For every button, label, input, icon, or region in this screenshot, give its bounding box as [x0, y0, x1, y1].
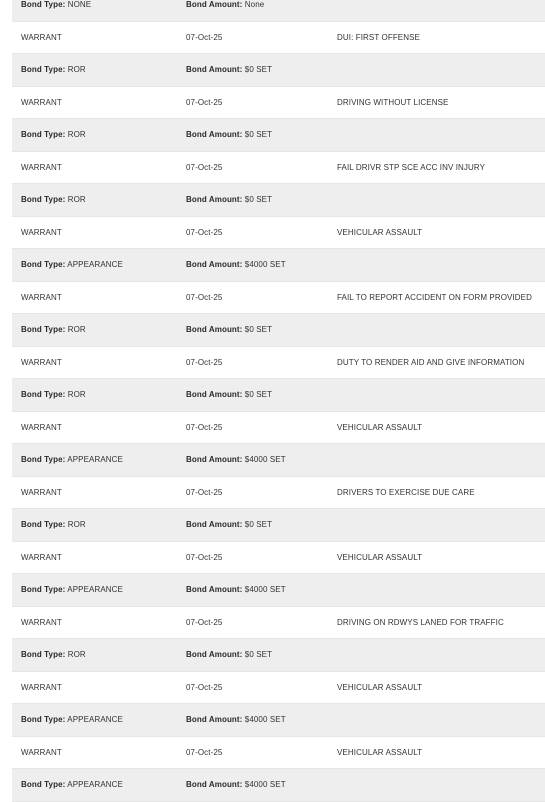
charge-row — [12, 87, 545, 120]
bond-type-label: Bond Type: — [21, 455, 66, 464]
bond-type-value: APPEARANCE — [67, 780, 123, 789]
bond-amount-cell — [186, 314, 272, 347]
charge-row — [12, 542, 545, 575]
charge-date: 07-Oct-25 — [186, 357, 223, 367]
charge-row — [12, 152, 545, 185]
bond-type-value: APPEARANCE — [67, 585, 123, 594]
bond-amount-label: Bond Amount: — [186, 455, 243, 464]
bond-amount-value: $0 SET — [244, 65, 273, 74]
warrant-type: WARRANT — [21, 617, 62, 627]
bond-amount-cell — [186, 639, 272, 672]
bond-amount-value: $0 SET — [244, 650, 273, 659]
bond-type-value: ROR — [67, 65, 86, 74]
bond-type-value: NONE — [67, 0, 92, 9]
bond-type-cell — [21, 769, 123, 802]
bond-amount-label: Bond Amount: — [186, 130, 243, 139]
bond-row — [12, 0, 545, 22]
bond-type-value: ROR — [67, 195, 86, 204]
charges-table — [12, 0, 545, 802]
bond-type-value: APPEARANCE — [67, 260, 123, 269]
warrant-type: WARRANT — [21, 32, 62, 42]
warrant-type: WARRANT — [21, 747, 62, 757]
charge-row — [12, 412, 545, 445]
bond-type-value: ROR — [67, 130, 86, 139]
bond-type-cell — [21, 249, 123, 282]
bond-amount-value: $4000 SET — [244, 585, 286, 594]
charge-description: DUI: FIRST OFFENSE — [337, 32, 420, 42]
bond-type-cell — [21, 0, 91, 22]
warrant-type: WARRANT — [21, 682, 62, 692]
bond-row — [12, 54, 545, 87]
bond-amount-label: Bond Amount: — [186, 260, 243, 269]
bond-amount-value: $4000 SET — [244, 780, 286, 789]
charge-description: DRIVING ON RDWYS LANED FOR TRAFFIC — [337, 617, 504, 627]
bond-amount-label: Bond Amount: — [186, 0, 243, 9]
charge-row — [12, 347, 545, 380]
bond-type-cell — [21, 184, 86, 217]
charge-date: 07-Oct-25 — [186, 487, 223, 497]
bond-amount-value: $0 SET — [244, 390, 273, 399]
warrant-type: WARRANT — [21, 357, 62, 367]
bond-type-label: Bond Type: — [21, 780, 66, 789]
charge-date: 07-Oct-25 — [186, 32, 223, 42]
bond-amount-label: Bond Amount: — [186, 195, 243, 204]
bond-type-label: Bond Type: — [21, 390, 66, 399]
bond-amount-value: $0 SET — [244, 130, 273, 139]
bond-type-label: Bond Type: — [21, 715, 66, 724]
charge-row — [12, 607, 545, 640]
bond-amount-value: $4000 SET — [244, 260, 286, 269]
bond-amount-cell — [186, 0, 264, 22]
charge-row — [12, 737, 545, 770]
bond-row — [12, 184, 545, 217]
bond-row — [12, 379, 545, 412]
bond-amount-label: Bond Amount: — [186, 780, 243, 789]
bond-type-cell — [21, 54, 86, 87]
charge-description: DRIVERS TO EXERCISE DUE CARE — [337, 487, 475, 497]
bond-type-label: Bond Type: — [21, 585, 66, 594]
bond-amount-label: Bond Amount: — [186, 585, 243, 594]
charge-description: FAIL TO REPORT ACCIDENT ON FORM PROVIDED — [337, 292, 532, 302]
bond-type-cell — [21, 639, 86, 672]
bond-type-cell — [21, 509, 86, 542]
bond-amount-value: $4000 SET — [244, 455, 286, 464]
charge-row — [12, 217, 545, 250]
bond-row — [12, 444, 545, 477]
bond-amount-cell — [186, 704, 286, 737]
bond-row — [12, 249, 545, 282]
charge-date: 07-Oct-25 — [186, 227, 223, 237]
warrant-type: WARRANT — [21, 422, 62, 432]
charge-description: VEHICULAR ASSAULT — [337, 552, 423, 562]
bond-amount-cell — [186, 379, 272, 412]
bond-amount-label: Bond Amount: — [186, 65, 243, 74]
bond-amount-label: Bond Amount: — [186, 390, 243, 399]
bond-type-value: ROR — [67, 650, 86, 659]
bond-amount-value: $0 SET — [244, 325, 273, 334]
bond-row — [12, 574, 545, 607]
bond-row — [12, 639, 545, 672]
bond-type-cell — [21, 379, 86, 412]
charge-date: 07-Oct-25 — [186, 292, 223, 302]
bond-type-label: Bond Type: — [21, 0, 66, 9]
bond-amount-cell — [186, 184, 272, 217]
warrant-type: WARRANT — [21, 97, 62, 107]
bond-type-label: Bond Type: — [21, 65, 66, 74]
bond-type-label: Bond Type: — [21, 260, 66, 269]
bond-amount-value: $0 SET — [244, 195, 273, 204]
charge-description: VEHICULAR ASSAULT — [337, 422, 423, 432]
bond-type-value: ROR — [67, 520, 86, 529]
bond-type-cell — [21, 314, 86, 347]
bond-amount-value: $4000 SET — [244, 715, 286, 724]
bond-type-value: ROR — [67, 325, 86, 334]
charge-date: 07-Oct-25 — [186, 747, 223, 757]
bond-amount-label: Bond Amount: — [186, 715, 243, 724]
charge-row — [12, 282, 545, 315]
charge-description: DRIVING WITHOUT LICENSE — [337, 97, 449, 107]
charge-row — [12, 22, 545, 55]
charge-description: VEHICULAR ASSAULT — [337, 227, 423, 237]
bond-type-cell — [21, 704, 123, 737]
bond-amount-label: Bond Amount: — [186, 650, 243, 659]
bond-amount-cell — [186, 574, 286, 607]
charge-date: 07-Oct-25 — [186, 552, 223, 562]
charge-date: 07-Oct-25 — [186, 682, 223, 692]
charge-date: 07-Oct-25 — [186, 422, 223, 432]
bond-type-label: Bond Type: — [21, 195, 66, 204]
bond-amount-cell — [186, 509, 272, 542]
warrant-type: WARRANT — [21, 292, 62, 302]
bond-amount-cell — [186, 444, 286, 477]
bond-amount-cell — [186, 119, 272, 152]
bond-type-value: APPEARANCE — [67, 455, 123, 464]
bond-type-cell — [21, 119, 86, 152]
bond-type-label: Bond Type: — [21, 130, 66, 139]
bond-amount-value: $0 SET — [244, 520, 273, 529]
bond-amount-value: None — [244, 0, 265, 9]
charge-date: 07-Oct-25 — [186, 97, 223, 107]
charge-description: VEHICULAR ASSAULT — [337, 682, 423, 692]
bond-type-label: Bond Type: — [21, 325, 66, 334]
warrant-type: WARRANT — [21, 552, 62, 562]
bond-type-cell — [21, 574, 123, 607]
charge-row — [12, 672, 545, 705]
charge-date: 07-Oct-25 — [186, 162, 223, 172]
warrant-type: WARRANT — [21, 227, 62, 237]
bond-amount-label: Bond Amount: — [186, 325, 243, 334]
bond-amount-cell — [186, 769, 286, 802]
bond-type-value: ROR — [67, 390, 86, 399]
bond-amount-cell — [186, 249, 286, 282]
bond-type-cell — [21, 444, 123, 477]
bond-row — [12, 704, 545, 737]
charge-date: 07-Oct-25 — [186, 617, 223, 627]
bond-row — [12, 119, 545, 152]
bond-type-label: Bond Type: — [21, 520, 66, 529]
charge-description: DUTY TO RENDER AID AND GIVE INFORMATION — [337, 357, 525, 367]
bond-amount-label: Bond Amount: — [186, 520, 243, 529]
bond-type-label: Bond Type: — [21, 650, 66, 659]
charge-row — [12, 477, 545, 510]
bond-row — [12, 314, 545, 347]
bond-amount-cell — [186, 54, 272, 87]
bond-row — [12, 769, 545, 802]
charge-description: VEHICULAR ASSAULT — [337, 747, 423, 757]
charge-rows — [12, 22, 545, 802]
charge-description: FAIL DRIVR STP SCE ACC INV INJURY — [337, 162, 486, 172]
bond-type-value: APPEARANCE — [67, 715, 123, 724]
bond-row — [12, 509, 545, 542]
warrant-type: WARRANT — [21, 162, 62, 172]
warrant-type: WARRANT — [21, 487, 62, 497]
